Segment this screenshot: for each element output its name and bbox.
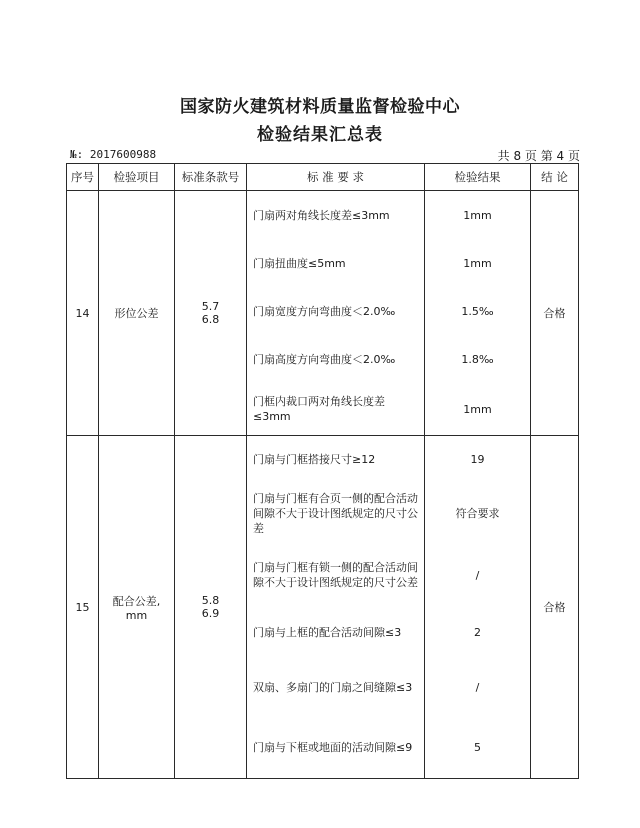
clause-line: 5.8 <box>201 594 220 607</box>
group-clause <box>175 436 247 779</box>
col-header-item: 检验项目 <box>99 164 175 191</box>
requirement-cell: 门扇与门框搭接尺寸≥12 <box>247 436 425 483</box>
result-cell: 1.8‰ <box>425 335 531 383</box>
header-row <box>67 164 579 191</box>
item-line: 配合公差, <box>112 594 161 608</box>
requirement-cell: 门扇扭曲度≤5mm <box>247 239 425 287</box>
requirement-cell: 门扇两对角线长度差≤3mm <box>247 191 425 240</box>
group-clause <box>175 191 247 436</box>
col-header-clause: 标准条款号 <box>175 164 247 191</box>
table-row <box>67 436 579 483</box>
requirement-cell: 门扇与下框或地面的活动间隙≤9 <box>247 716 425 779</box>
result-cell: 19 <box>425 436 531 483</box>
group-no: 14 <box>67 191 99 436</box>
center-title: 国家防火建筑材料质量监督检验中心 <box>180 97 460 117</box>
group-item: 形位公差 <box>99 191 175 436</box>
group-conclusion: 合格 <box>531 436 579 779</box>
requirement-cell: 门扇高度方向弯曲度＜2.0‰ <box>247 335 425 383</box>
result-cell: / <box>425 544 531 606</box>
clause-line: 5.7 <box>201 300 220 313</box>
requirement-cell: 门扇与门框有锁一侧的配合活动间隙不大于设计图纸规定的尺寸公差 <box>247 544 425 606</box>
result-cell: 1mm <box>425 383 531 436</box>
requirement-cell: 双扇、多扇门的门扇之间缝隙≤3 <box>247 658 425 716</box>
group-conclusion: 合格 <box>531 191 579 436</box>
result-cell: 1mm <box>425 191 531 240</box>
result-cell: 符合要求 <box>425 482 531 544</box>
result-cell: 1mm <box>425 239 531 287</box>
result-cell: 5 <box>425 716 531 779</box>
table-row <box>67 191 579 240</box>
clause-line: 6.8 <box>201 313 220 326</box>
requirement-cell: 门框内裁口两对角线长度差≤3mm <box>247 383 425 436</box>
requirement-cell: 门扇与上框的配合活动间隙≤3 <box>247 606 425 658</box>
results-table <box>66 163 579 779</box>
requirement-cell: 门扇与门框有合页一侧的配合活动间隙不大于设计图纸规定的尺寸公差 <box>247 482 425 544</box>
result-cell: 1.5‰ <box>425 287 531 335</box>
table-title: 检验结果汇总表 <box>257 125 383 145</box>
report-number: №: 2017600988 <box>70 148 157 161</box>
clause-line: 6.9 <box>201 607 220 620</box>
result-cell: / <box>425 658 531 716</box>
group-item <box>99 436 175 779</box>
requirement-cell: 门扇宽度方向弯曲度＜2.0‰ <box>247 287 425 335</box>
col-header-no: 序号 <box>67 164 99 191</box>
col-header-conclusion: 结 论 <box>531 164 579 191</box>
page-info: 共 8 页 第 4 页 <box>497 149 580 163</box>
result-cell: 2 <box>425 606 531 658</box>
group-no: 15 <box>67 436 99 779</box>
item-line: mm <box>125 608 148 622</box>
col-header-result: 检验结果 <box>425 164 531 191</box>
col-header-requirement: 标 准 要 求 <box>247 164 425 191</box>
